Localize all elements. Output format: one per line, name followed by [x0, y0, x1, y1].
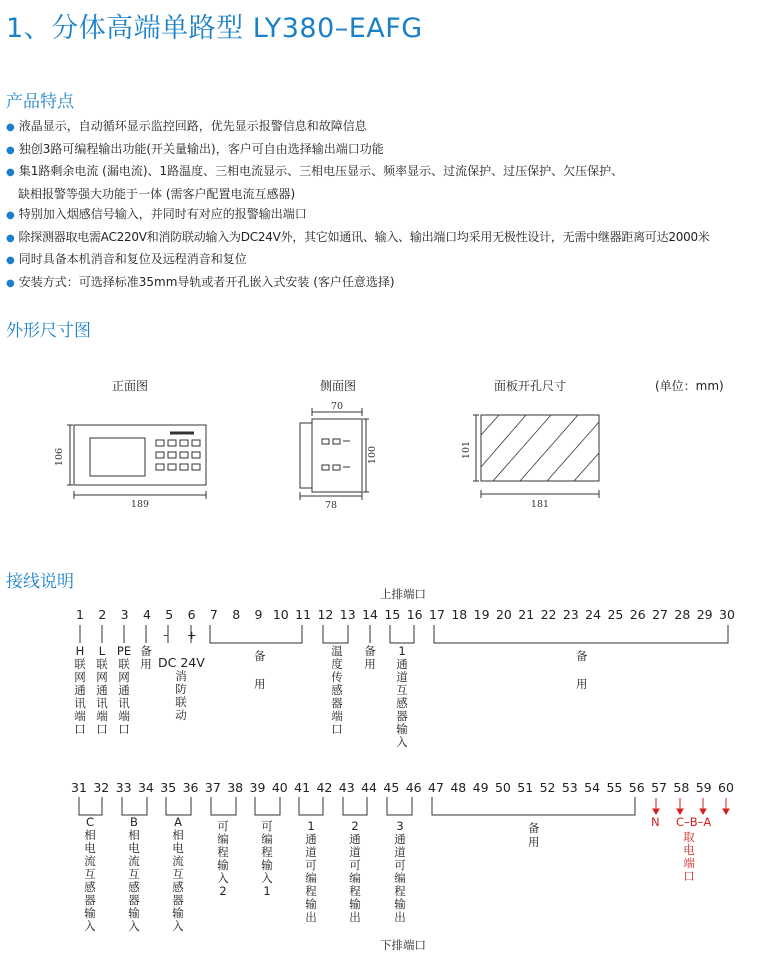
terminal-number: 53 — [561, 780, 578, 795]
side-bottom-dim: 78 — [324, 500, 338, 511]
terminal-number: 52 — [539, 780, 556, 795]
terminal-number: 35 — [160, 780, 177, 795]
terminal-number: 55 — [606, 780, 623, 795]
terminal-number: 58 — [673, 780, 690, 795]
terminal-number: 29 — [696, 607, 713, 622]
feature-item: ● 除探测器取电需AC220V和消防联动输入为DC24V外，其它如通讯、输入、输出端口均采用无极性设计，无需中继器距离可达2000米 — [6, 229, 710, 244]
upper-port-label: 上排端口 — [380, 587, 426, 601]
label-power-n: N — [651, 815, 660, 829]
bullet-icon: ● — [6, 277, 15, 289]
terminal-number: 59 — [695, 780, 712, 795]
front-view-label: 正面图 — [112, 379, 149, 393]
feature-item: ● 特别加入烟感信号输入，并同时有对应的报警输出端口 — [6, 207, 307, 221]
terminal-number: 54 — [584, 780, 601, 795]
panel-height-dim: 101 — [461, 440, 472, 460]
terminal-number: 33 — [115, 780, 132, 795]
bullet-icon: ● — [6, 167, 15, 178]
terminal-number: 10 — [272, 607, 289, 622]
label-prog-input-2: 可编程输入2 — [217, 819, 229, 898]
label-ch1-ct-input: 1通道互感器输入 — [396, 644, 408, 749]
bullet-icon: ● — [6, 210, 15, 221]
terminal-number: 15 — [384, 607, 401, 622]
terminal-number: 60 — [718, 780, 734, 795]
terminal-number: 3 — [120, 607, 129, 622]
terminal-number: 8 — [232, 607, 241, 622]
terminal-number: 16 — [406, 607, 423, 622]
terminal-number: 23 — [562, 607, 579, 622]
terminal-number: 46 — [405, 780, 422, 795]
terminal-number: 56 — [628, 780, 645, 795]
bullet-icon: ● — [6, 255, 15, 266]
terminal-number: 47 — [428, 780, 444, 795]
feature-item-continuation: 缺相报警等强大功能于一体 (需客户配置电流互感器) — [18, 186, 296, 201]
label-spare-7-11-a: 备 — [254, 649, 266, 663]
terminal-number: 17 — [429, 607, 445, 622]
front-height-dim: 106 — [54, 447, 65, 467]
terminal-number: 41 — [294, 780, 311, 795]
label-spare-17-30-b: 用 — [576, 677, 588, 691]
terminal-number: 45 — [383, 780, 400, 795]
terminal-number: 5 — [165, 607, 174, 622]
bullet-icon: ● — [6, 144, 15, 156]
terminal-number: 9 — [254, 607, 263, 622]
terminal-number: 36 — [182, 780, 199, 795]
terminal-number: 30 — [719, 607, 735, 622]
features-heading: 产品特点 — [6, 92, 74, 112]
terminal-number: 1 — [76, 607, 84, 622]
label-spare-17-30-a: 备 — [576, 649, 588, 663]
label-power-cba: C–B–A — [676, 815, 712, 829]
power-arrows — [653, 798, 729, 814]
feature-item: ● 安装方式：可选择标准35mm导轨或者开孔嵌入式安装 (客户任意选择) — [6, 274, 395, 289]
dimensions-heading: 外形尺寸图 — [6, 321, 91, 341]
terminal-number: 57 — [651, 780, 668, 795]
label-dc24v: DC 24V — [158, 655, 205, 670]
label-spare-47-56-a: 备 — [528, 821, 540, 835]
feature-item: ● 独创3路可编程输出功能(开关量输出)，客户可自由选择输出端口功能 — [6, 141, 384, 156]
label-h-comm: H联网通讯端口 — [74, 644, 86, 736]
terminal-number: 32 — [93, 780, 110, 795]
label-spare-47-56-b: 用 — [528, 835, 540, 849]
label-b-phase-ct: B相电流互感器输入 — [128, 815, 140, 933]
side-view-label: 侧面图 — [320, 379, 357, 393]
terminal-number: 2 — [98, 607, 107, 622]
terminal-number: 44 — [361, 780, 377, 795]
terminal-number: 26 — [629, 607, 646, 622]
feature-item: ● 集1路剩余电流 (漏电流)、1路温度、三相电流显示、三相电压显示、频率显示、过流保护、过压保护、欠压保护、 — [6, 164, 624, 178]
terminal-number: 31 — [71, 780, 87, 795]
unit-label: (单位：mm) — [655, 379, 724, 393]
label-l-comm: L联网通讯端口 — [96, 644, 108, 736]
page-title: 1、分体高端单路型 LY380–EAFG — [6, 13, 423, 44]
label-spare-4: 备用 — [140, 644, 152, 671]
terminal-number: 49 — [472, 780, 489, 795]
terminal-number: 40 — [271, 780, 288, 795]
terminal-number: 48 — [450, 780, 467, 795]
terminal-number: 11 — [295, 607, 312, 622]
terminal-number: 39 — [249, 780, 266, 795]
terminal-number: 20 — [495, 607, 512, 622]
terminal-number: 24 — [585, 607, 602, 622]
label-prog-input-1: 可编程输入1 — [261, 819, 273, 898]
side-top-dim: 70 — [330, 401, 344, 412]
front-width-dim: 189 — [130, 499, 150, 510]
bullet-icon: ● — [6, 232, 15, 244]
feature-item: ● 同时具备本机消音和复位及远程消音和复位 — [6, 252, 247, 266]
terminal-number: 51 — [517, 780, 534, 795]
terminal-number: 37 — [204, 780, 221, 795]
terminal-number: 22 — [540, 607, 557, 622]
label-ch3-prog-output: 3通道可编程输出 — [394, 819, 406, 924]
terminal-number: 13 — [339, 607, 356, 622]
wiring-heading: 接线说明 — [6, 572, 74, 592]
feature-item: ● 液晶显示，自动循环显示监控回路，优先显示报警信息和故障信息 — [6, 119, 367, 133]
label-pe-comm: PE联网通讯端口 — [116, 644, 132, 736]
bullet-icon: ● — [6, 122, 15, 133]
terminal-number: 38 — [227, 780, 244, 795]
terminal-number: 50 — [494, 780, 511, 795]
terminal-number: 27 — [652, 607, 669, 622]
label-spare-7-11-b: 用 — [254, 677, 266, 691]
label-power-port: 取电端口 — [683, 830, 695, 883]
terminal-number: 14 — [362, 607, 378, 622]
label-dc-plus: + — [187, 628, 197, 642]
label-temp-sensor: 温度传感器端口 — [331, 644, 343, 736]
label-ch2-prog-output: 2通道可编程输出 — [349, 819, 361, 924]
lower-port-label: 下排端口 — [380, 938, 426, 952]
terminal-number: 18 — [451, 607, 468, 622]
terminal-number: 42 — [316, 780, 333, 795]
label-dc-minus: – — [163, 628, 169, 642]
terminal-number: 7 — [209, 607, 218, 622]
label-ch1-prog-output: 1通道可编程输出 — [305, 819, 317, 924]
terminal-number: 12 — [317, 607, 334, 622]
terminal-number: 28 — [674, 607, 691, 622]
panel-cutout-label: 面板开孔尺寸 — [494, 379, 567, 393]
terminal-number: 43 — [338, 780, 355, 795]
terminal-number: 25 — [607, 607, 624, 622]
label-c-phase-ct: C相电流互感器输入 — [84, 815, 96, 933]
label-a-phase-ct: A相电流互感器输入 — [172, 815, 184, 933]
label-fire-linkage: 消防联动 — [175, 669, 187, 722]
terminal-number: 34 — [137, 780, 154, 795]
label-spare-14: 备用 — [364, 644, 376, 671]
terminal-number: 6 — [187, 607, 196, 622]
terminal-number: 21 — [518, 607, 535, 622]
side-height-dim: 100 — [367, 445, 378, 465]
panel-width-dim: 181 — [530, 499, 550, 510]
terminal-number: 19 — [473, 607, 490, 622]
terminal-number: 4 — [142, 607, 151, 622]
